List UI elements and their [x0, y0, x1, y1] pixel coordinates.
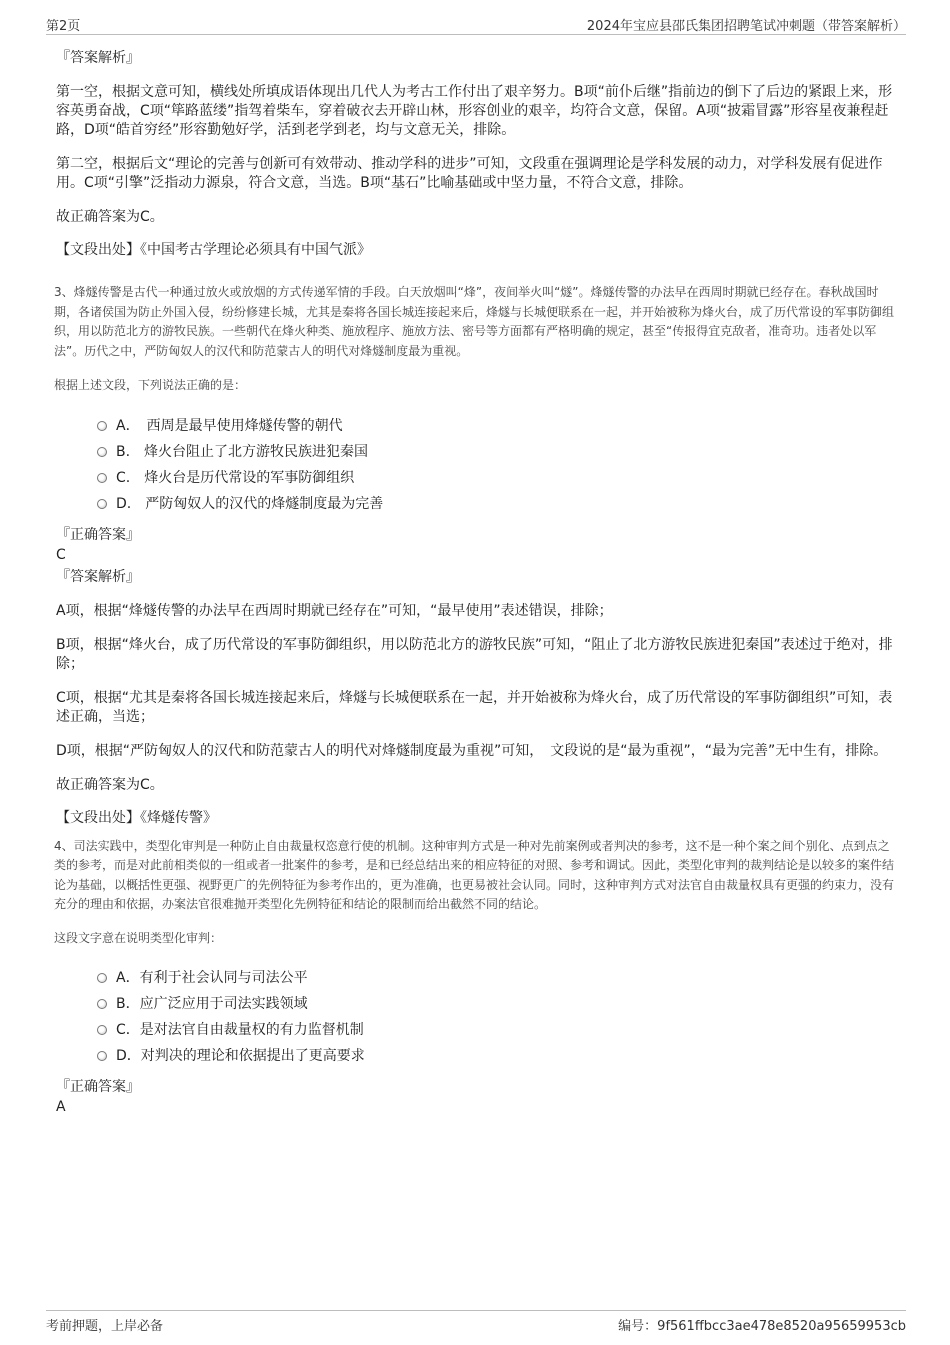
option-c[interactable] — [56, 1017, 896, 1043]
analysis-label: 『答案解析』 — [56, 50, 140, 66]
option-label: A． 西周是最早使用烽燧传警的朝代 — [116, 417, 343, 434]
option-b[interactable] — [56, 991, 896, 1017]
options-list — [56, 413, 896, 517]
question-stem: 根据上述文段，下列说法正确的是： — [54, 378, 247, 392]
option-d[interactable] — [56, 491, 896, 517]
radio-button-icon[interactable] — [97, 973, 107, 983]
document-code-label: 编号： — [618, 1319, 658, 1334]
analysis-paragraph: 第二空，根据后文“理论的完善与创新可有效带动、推动学科的进步”可知，文段重在强调理论是学科发展的动力，对学科发展有促进作用。C项“引擎”泛指动力源泉，符合文意，当选。B项“基石”比喻基础或中坚力量，不符合文意，排除。 — [56, 156, 883, 191]
question-passage: 4、司法实践中，类型化审判是一种防止自由裁量权恣意行使的机制。这种审判方式是一种对先前案例或者判决的参考，这不是一种个案之间个别化、点到点之类的参考，而是对此前相类似的一组或者一批案件的参考，是和已经总结出来的相应特征的对照、参考和调试。因此，类型化审判的裁判结论是以较多的案件结论为基础，以概括性更强、视野更广的先例特征为参考作出的，更为准确，也更易被社会认同。同时，这种审判方式对法官自由裁量权具有更强的约束力，没有充分的理由和依据，办案法官很难抛开类型化先例特征和结论的限制而给出截然不同的结论。 — [54, 838, 895, 911]
option-a[interactable] — [56, 413, 896, 439]
option-label: B. 烽火台阻止了北方游牧民族进犯秦国 — [116, 443, 369, 460]
document-code — [618, 1315, 906, 1334]
option-label: D．对判决的理论和依据提出了更高要求 — [116, 1048, 365, 1064]
answer-conclusion: 故正确答案为C。 — [56, 209, 164, 225]
document-code-value: 9f561ffbcc3ae478e8520a95659953cb — [657, 1319, 906, 1334]
passage-source: 【文段出处】《中国考古学理论必须具有中国气派》 — [56, 242, 371, 258]
page-footer — [46, 1310, 906, 1333]
radio-button-icon[interactable] — [97, 999, 107, 1009]
radio-button-icon[interactable] — [97, 499, 107, 509]
footer-slogan: 考前押题，上岸必备 — [46, 1319, 164, 1334]
answer-conclusion: 故正确答案为C。 — [56, 776, 164, 793]
correct-answer: C — [56, 546, 66, 563]
radio-button-icon[interactable] — [97, 1051, 107, 1061]
option-label: A．有利于社会认同与司法公平 — [116, 970, 308, 986]
question-stem: 这段文字意在说明类型化审判： — [54, 930, 223, 945]
analysis-paragraph: B项，根据“烽火台，成了历代常设的军事防御组织，用以防范北方的游牧民族”可知，“阻止了北方游牧民族进犯秦国”表述过于绝对，排除； — [56, 636, 893, 672]
option-d[interactable] — [56, 1043, 896, 1069]
analysis-paragraph: D项，根据“严防匈奴人的汉代和防范蒙古人的明代对烽燧制度最为重视”可知， 文段说的是“最为重视”，“最为完善”无中生有，排除。 — [56, 742, 888, 759]
page-content — [56, 44, 896, 1115]
correct-answer-label: 『正确答案』 — [56, 1079, 140, 1095]
radio-button-icon[interactable] — [97, 421, 107, 431]
option-b[interactable] — [56, 439, 896, 465]
question-passage: 3、烽燧传警是古代一种通过放火或放烟的方式传递军情的手段。白天放烟叫“烽”，夜间举火叫“燧”。烽燧传警的办法早在西周时期就已经存在。春秋战国时期，各诸侯国为防止外国入侵，纷纷修建长城，尤其是秦将各国长城连接起来后，烽燧与长城便联系在一起，并开始被称为烽火台，成了历代常设的军事防御组织，用以防范北方的游牧民族。一些朝代在烽火种类、施放程序、施放方法、密号等方面都有严格明确的规定，甚至“传报得宜克敌者，准奇功。违者处以军法”。历代之中，严防匈奴人的汉代和防范蒙古人的明代对烽燧制度最为重视。 — [54, 285, 895, 358]
option-label: B．应广泛应用于司法实践领域 — [116, 996, 308, 1012]
correct-answer-label: 『正确答案』 — [56, 526, 140, 543]
options-list — [56, 965, 896, 1069]
option-label: C. 烽火台是历代常设的军事防御组织 — [116, 469, 355, 486]
document-title: 2024年宝应县邵氏集团招聘笔试冲刺题（带答案解析） — [586, 19, 906, 34]
analysis-paragraph: C项，根据“尤其是秦将各国长城连接起来后，烽燧与长城便联系在一起，并开始被称为烽火台，成了历代常设的军事防御组织”可知，表述正确，当选； — [56, 689, 893, 725]
radio-button-icon[interactable] — [97, 1025, 107, 1035]
correct-answer: A — [56, 1099, 66, 1115]
option-c[interactable] — [56, 465, 896, 491]
passage-source: 【文段出处】《烽燧传警》 — [56, 809, 217, 826]
analysis-paragraph: 第一空，根据文意可知，横线处所填成语体现出几代人为考古工作付出了艰辛努力。B项“前仆后继”指前边的倒下了后边的紧跟上来，形容英勇奋战，C项“筚路蓝缕”指驾着柴车，穿着破衣去开辟山林，形容创业的艰辛，均符合文意，保留。A项“披霜冒露”形容星夜兼程赶路，D项“皓首穷经”形容勤勉好学，活到老学到老，均与文意无关，排除。 — [56, 84, 893, 138]
analysis-label: 『答案解析』 — [56, 568, 140, 585]
radio-button-icon[interactable] — [97, 447, 107, 457]
analysis-paragraph: A项，根据“烽燧传警的办法早在西周时期就已经存在”可知，“最早使用”表述错误，排除； — [56, 602, 613, 619]
option-label: D. 严防匈奴人的汉代的烽燧制度最为完善 — [116, 495, 384, 512]
page-number: 第2页 — [46, 19, 81, 34]
option-label: C．是对法官自由裁量权的有力监督机制 — [116, 1022, 364, 1038]
radio-button-icon[interactable] — [97, 473, 107, 483]
page-header — [46, 14, 906, 35]
option-a[interactable] — [56, 965, 896, 991]
